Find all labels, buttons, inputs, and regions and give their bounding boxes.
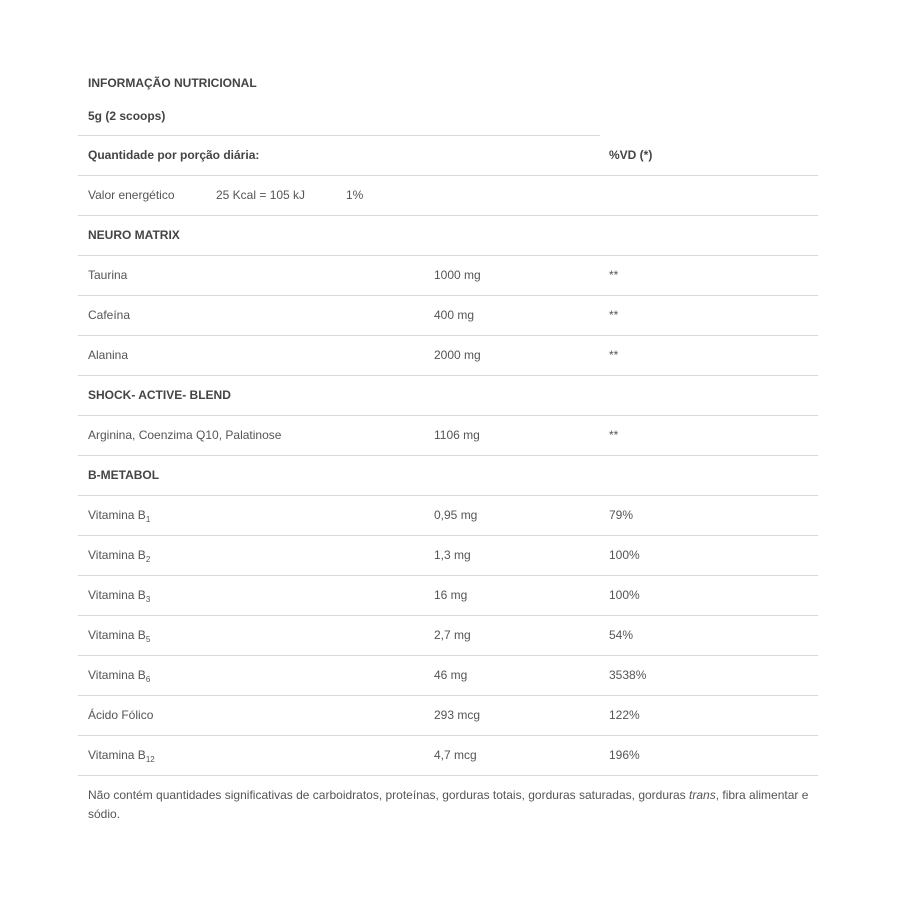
subscript: 3	[145, 595, 151, 604]
nutrient-amount: 1000 mg	[434, 268, 481, 282]
subscript: 12	[145, 755, 155, 764]
section-title: NEURO MATRIX	[88, 228, 180, 242]
table-row	[78, 295, 818, 335]
nutrient-name: Arginina, Coenzima Q10, Palatinose	[88, 428, 282, 442]
table-row	[78, 735, 818, 775]
nutrient-vd: **	[609, 308, 619, 322]
table-row	[78, 255, 818, 295]
footnote: Não contém quantidades significativas de carboidratos, proteínas, gorduras totais, gorduras saturadas, gorduras trans, fibra alimentar e sódio.	[88, 788, 809, 821]
nutrient-vd: 100%	[609, 548, 640, 562]
nutrient-amount: 2,7 mg	[434, 628, 471, 642]
nutrient-vd: 79%	[609, 508, 634, 522]
table-row	[78, 415, 818, 455]
table-header-row	[78, 135, 818, 175]
nutrient-name: Alanina	[88, 348, 129, 362]
nutrient-name: Vitamina $B_3$	[88, 588, 151, 604]
energy-label: Valor energético	[88, 188, 175, 202]
nutrient-amount: 1,3 mg	[434, 548, 471, 562]
nutrient-name: Ácido Fólico	[88, 708, 154, 722]
nutrient-amount: 46 mg	[434, 668, 468, 682]
nutrient-vd: 3538%	[609, 668, 647, 682]
energy-vd: 1%	[346, 188, 364, 202]
nutrient-amount: 293 mcg	[434, 708, 481, 722]
table-row	[78, 655, 818, 695]
nutrient-name: Vitamina $B_2$	[88, 548, 151, 564]
nutrient-name: Vitamina $B_1$	[88, 508, 151, 524]
vd-header: %VD (*)	[609, 148, 653, 162]
nutrient-vd: 196%	[609, 748, 640, 762]
quantity-header: Quantidade por porção diária:	[88, 148, 260, 162]
section-title-row	[78, 215, 818, 255]
subscript: 1	[145, 515, 151, 524]
table-row	[78, 695, 818, 735]
energy-row	[78, 175, 818, 215]
nutrient-vd: 100%	[609, 588, 640, 602]
footnote-italic: trans	[689, 788, 716, 802]
nutrient-vd: **	[609, 348, 619, 362]
subscript: 5	[145, 635, 151, 644]
section-title-row	[78, 455, 818, 495]
nutrient-vd: **	[609, 268, 619, 282]
nutrient-name: Vitamina $B_5$	[88, 628, 151, 644]
section-title: B-METABOL	[88, 468, 160, 482]
section-title: SHOCK- ACTIVE- BLEND	[88, 388, 231, 402]
nutrient-amount: 1106 mg	[434, 428, 480, 442]
nutrient-vd: 54%	[609, 628, 634, 642]
nutrient-name: Vitamina $B_{12}$	[88, 748, 155, 764]
nutrient-amount: 2000 mg	[434, 348, 481, 362]
serving-size: 5g (2 scoops)	[88, 109, 166, 123]
table-row	[78, 575, 818, 615]
subscript: 2	[145, 555, 151, 564]
divider	[78, 775, 818, 776]
table-row	[78, 495, 818, 535]
energy-value: 25 Kcal = 105 kJ	[216, 188, 306, 202]
section-title-row	[78, 375, 818, 415]
subscript: 6	[145, 675, 151, 684]
nutrient-name: Vitamina $B_6$	[88, 668, 151, 684]
nutrition-title: INFORMAÇÃO NUTRICIONAL	[88, 76, 257, 90]
nutrient-vd: **	[609, 428, 619, 442]
table-row	[78, 615, 818, 655]
nutrient-amount: 16 mg	[434, 588, 468, 602]
nutrient-amount: 0,95 mg	[434, 508, 478, 522]
nutrient-amount: 400 mg	[434, 308, 475, 322]
table-row	[78, 335, 818, 375]
nutrient-name: Taurina	[88, 268, 128, 282]
table-row	[78, 535, 818, 575]
nutrient-vd: 122%	[609, 708, 640, 722]
nutrient-name: Cafeína	[88, 308, 131, 322]
nutrient-amount: 4,7 mcg	[434, 748, 477, 762]
